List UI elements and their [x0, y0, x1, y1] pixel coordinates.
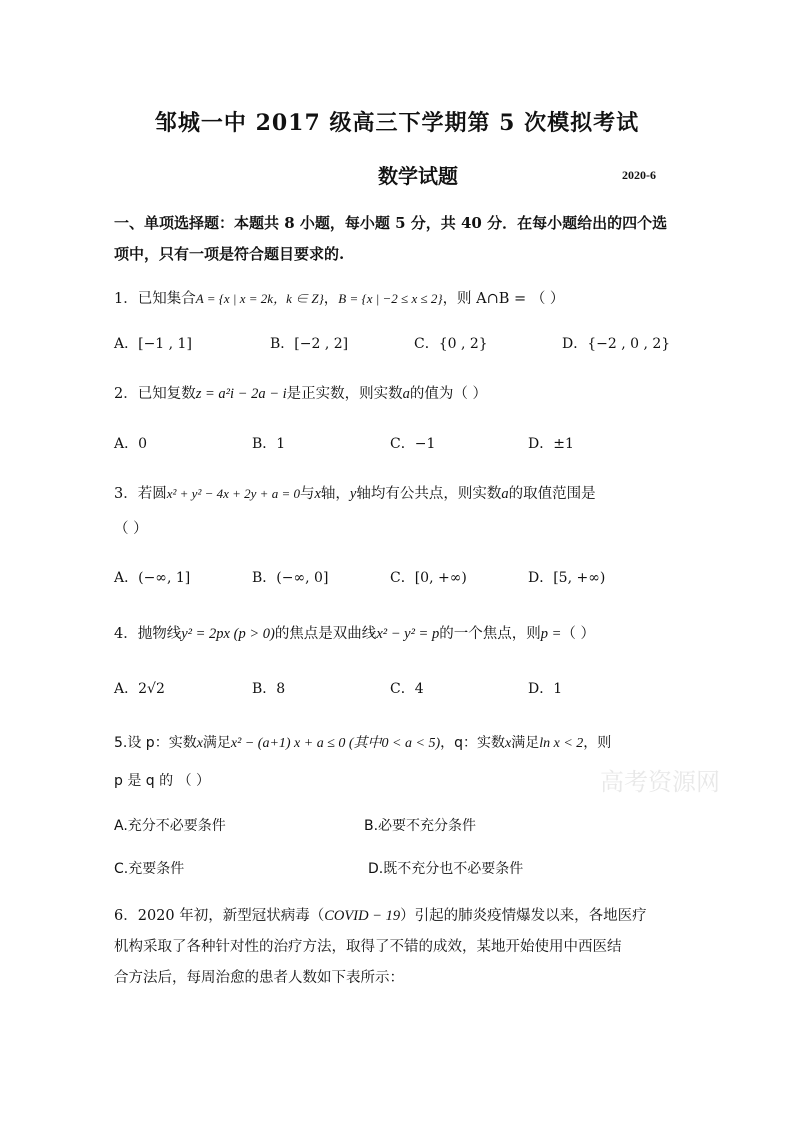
q4-prefix: 4．抛物线 — [114, 626, 182, 642]
q3-option-c: C．[0, +∞) — [390, 570, 467, 586]
q4-option-a: A．2√2 — [114, 681, 165, 697]
section-instructions-line1: 一、单项选择题：本题共 8 小题，每小题 5 分，共 40 分．在每小题给出的四个选 — [114, 214, 668, 232]
q5-middle3: 满足 — [511, 735, 540, 751]
q4-middle: 的焦点是双曲线 — [274, 626, 377, 642]
q5-x1: x — [196, 736, 203, 751]
question-6-line1 — [114, 904, 647, 925]
q5-option-c: C.充要条件 — [114, 861, 185, 877]
q5-line2: p 是 q 的 （ ） — [114, 773, 211, 789]
q3-expression: x² + y² − 4x + 2y + a = 0 — [166, 486, 300, 501]
q3-x: x — [314, 486, 321, 502]
q5-suffix: ，则 — [583, 735, 612, 751]
q3-answer-paren: （ ） — [114, 521, 148, 537]
q5-middle2: ，q：实数 — [440, 735, 506, 751]
q3-middle2: 轴， — [320, 486, 350, 502]
q2-variable: a — [402, 386, 410, 402]
q4-option-d: D．1 — [528, 681, 563, 697]
question-5 — [114, 732, 611, 752]
q4-paren: （ ） — [561, 626, 595, 642]
q3-option-a: A．(−∞, 1] — [114, 570, 191, 586]
question-3 — [114, 482, 596, 503]
q4-hyperbola: x² − y² = p — [376, 626, 440, 642]
q4-parabola: y² = 2px (p > 0) — [181, 626, 275, 642]
q2-option-b: B．1 — [252, 436, 286, 452]
q5-middle1: 满足 — [202, 735, 231, 751]
q2-option-d: D．±1 — [528, 436, 574, 452]
q1-option-d: D．{−2 , 0 , 2} — [562, 336, 671, 352]
q1-option-b: B．[−2 , 2] — [270, 336, 349, 352]
q3-suffix: 的取值范围是 — [508, 486, 596, 502]
exam-date: 2020-6 — [622, 168, 656, 182]
q5-x2: x — [505, 736, 512, 751]
exam-title: 邹城一中 2017 级高三下学期第 5 次模拟考试 — [154, 110, 640, 136]
q5-inequality: x² − (a+1) x + a ≤ 0 (其中0 < a < 5) — [230, 736, 441, 751]
q2-middle: 是正实数，则实数 — [286, 386, 403, 402]
q4-p: p = — [540, 626, 562, 642]
question-2 — [114, 382, 487, 403]
q1-suffix: ，则 A∩B = （ ） — [442, 291, 565, 307]
q2-expression: z = a²i − 2a − i — [195, 386, 287, 402]
q6-line1-end: ）引起的肺炎疫情爆发以来，各地医疗 — [400, 908, 647, 924]
watermark: 高考资源网 — [600, 768, 720, 796]
q3-y: y — [349, 486, 357, 502]
q5-option-b: B.必要不充分条件 — [364, 818, 477, 834]
q1-set-b: B = {x | −2 ≤ x ≤ 2} — [338, 291, 443, 306]
q3-option-d: D．[5, +∞) — [528, 570, 606, 586]
q1-option-a: A．[−1 , 1] — [114, 336, 192, 352]
question-6-line2: 机构采取了各种针对性的治疗方法，取得了不错的成效，某地开始使用中西医结 — [114, 939, 622, 955]
q1-prefix: 1．已知集合 — [114, 291, 196, 307]
q5-option-a: A.充分不必要条件 — [114, 818, 226, 834]
section-instructions-line2: 项中，只有一项是符合题目要求的. — [114, 245, 345, 263]
q4-suffix: 的一个焦点，则 — [439, 626, 541, 642]
question-6-line3: 合方法后，每周治愈的患者人数如下表所示： — [114, 970, 404, 986]
q5-log-inequality: ln x < 2 — [539, 736, 584, 751]
q2-suffix: 的值为（ ） — [409, 386, 487, 402]
q6-line1-start: 6．2020 年初，新型冠状病毒（ — [114, 908, 325, 924]
q2-option-c: C．−1 — [390, 436, 436, 452]
q3-a: a — [501, 486, 509, 502]
q1-comma: ， — [323, 291, 339, 307]
q1-set-a: A = {x | x = 2k，k ∈ Z} — [195, 291, 324, 306]
q1-option-c: C．{0 , 2} — [414, 336, 488, 352]
q3-option-b: B．(−∞, 0] — [252, 570, 329, 586]
q6-covid: COVID − 19 — [324, 908, 401, 924]
exam-subtitle: 数学试题 — [378, 164, 458, 188]
q2-option-a: A．0 — [114, 436, 148, 452]
q3-middle3: 轴均有公共点，则实数 — [356, 486, 502, 502]
q5-option-d: D.既不充分也不必要条件 — [368, 861, 524, 877]
question-1 — [114, 287, 564, 308]
q4-option-b: B．8 — [252, 681, 286, 697]
q5-prefix: 5.设 p：实数 — [114, 735, 197, 751]
q4-option-c: C．4 — [390, 681, 424, 697]
q3-middle1: 与 — [299, 486, 315, 502]
question-4 — [114, 622, 595, 643]
q3-prefix: 3．若圆 — [114, 486, 167, 502]
q2-prefix: 2．已知复数 — [114, 386, 196, 402]
